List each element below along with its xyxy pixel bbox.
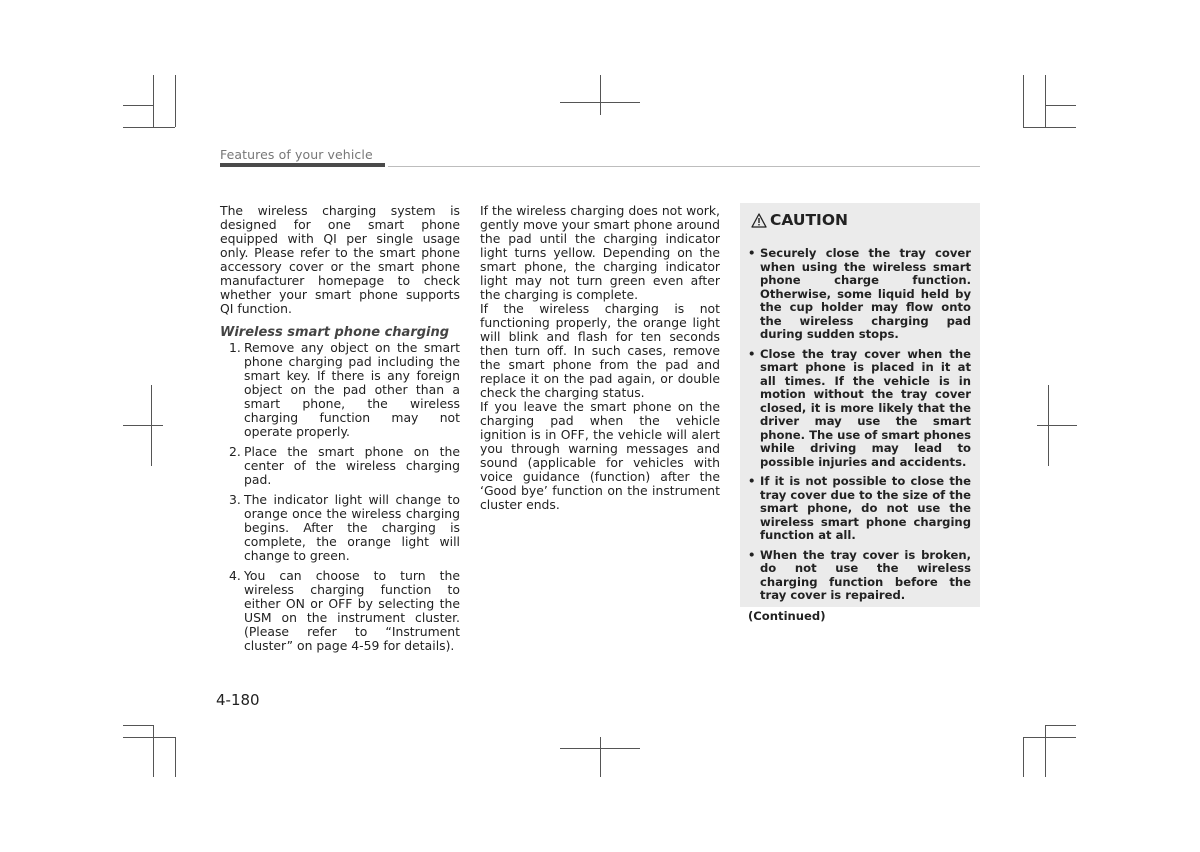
section-title: Features of your vehicle: [220, 147, 373, 162]
header-rule: [388, 166, 980, 167]
list-item: • When the tray cover is broken, do not use the wireless charging function before the tray cover is repaired.: [748, 549, 971, 603]
text-column-left: [220, 204, 460, 659]
continued-label: (Continued): [748, 608, 826, 623]
list-item: • Securely close the tray cover when using the wireless smart phone charge function. Otherwise, some liquid held by the cup holder may flow onto the wireless charging pad during sudden stops.: [748, 247, 971, 342]
steps-list: [220, 341, 460, 653]
list-item: • Close the tray cover when the smart phone is placed in it at all times. If the vehicle is in motion without the tray cover closed, it is more likely that the driver may use the smart phone. The use of smart phones while driving may lead to possible injuries and accidents.: [748, 348, 971, 470]
caution-box: [740, 203, 980, 623]
list-item: 2. Place the smart phone on the center of the wireless charging pad.: [229, 444, 460, 487]
list-item: 3. The indicator light will change to orange once the wireless charging begins. After the charging is complete, the orange light will change to green.: [229, 492, 460, 563]
list-item: • If it is not possible to close the tray cover due to the size of the smart phone, do not use the wireless smart phone charging function at all.: [748, 475, 971, 543]
list-item: 1. Remove any object on the smart phone charging pad including the smart key. If there is any foreign object on the pad other than a smart phone, the wireless charging function may not operate properly.: [229, 340, 460, 439]
caution-list: [748, 247, 971, 603]
text-column-middle: [480, 204, 720, 512]
intro-paragraph: The wireless charging system is designed for one smart phone equipped with QI per single usage only. Please refer to the smart phone accessory cover or the smart phone manufacturer homepage to check whether your smart phone supports QI function.: [220, 203, 460, 316]
paragraph: If the wireless charging does not work, gently move your smart phone around the pad until the charging indicator light turns yellow. Depending on the smart phone, the charging indicator light may not turn green even after the charging is complete.: [480, 203, 720, 302]
page-number: 4-180: [216, 691, 260, 709]
caution-heading: [751, 211, 971, 229]
list-item: 4. You can choose to turn the wireless charging function to either ON or OFF by selecting the USM on the instrument cluster. (Please refer to “Instrument cluster” on page 4-59 for details).: [229, 568, 460, 653]
header-bar: [220, 163, 385, 167]
caution-title: CAUTION: [770, 211, 848, 229]
paragraph: If you leave the smart phone on the charging pad when the vehicle ignition is in OFF, the vehicle will alert you through warning messages and sound (applicable for vehicles with voice guidance (function) after the ‘Good bye’ function on the instrument cluster ends.: [480, 399, 720, 512]
paragraph: If the wireless charging is not functioning properly, the orange light will blink and flash for ten seconds then turn off. In such cases, remove the smart phone from the pad and replace it on the pad again, or double check the charging status.: [480, 301, 720, 400]
warning-triangle-icon: [751, 213, 767, 228]
subheading: Wireless smart phone charging: [220, 325, 450, 340]
